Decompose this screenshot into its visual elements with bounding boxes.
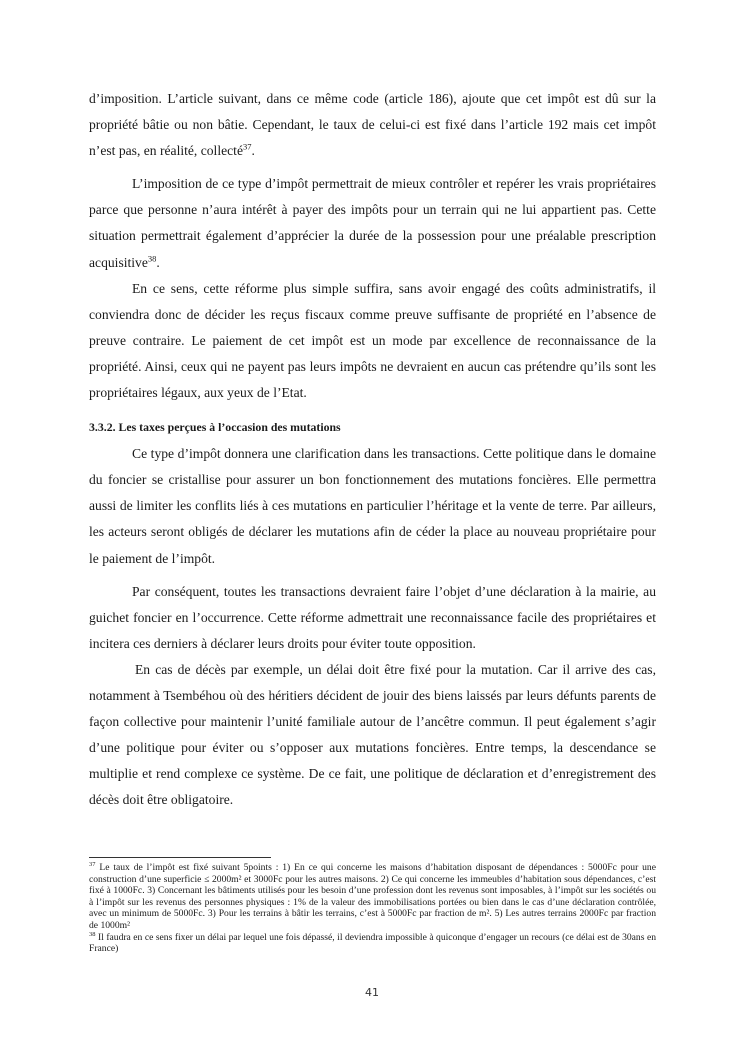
- paragraph-5: Par conséquent, toutes les transactions devraient faire l’objet d’une déclaration à la mairie, au guichet foncier en l’occurrence. Cette réforme admettrait une reconnaissance facile des propriétaires et incitera ces derniers à déclarer leurs droits pour éviter toute opposition.: [89, 583, 656, 651]
- page-body: [89, 86, 656, 813]
- footnote-ref-38[interactable]: 38: [147, 253, 157, 264]
- paragraph-6: En cas de décès par exemple, un délai doit être fixé pour la mutation. Car il arrive des cas, notamment à Tsembéhou où des héritiers décident de jouir des biens laissés par leurs défunts parents de façon collective pour maintenir l’unité familiale autour de l’ancêtre commun. Il peut également s’agir d’une politique pour éviter ou s’opposer aux mutations foncières. Entre temps, la descendance se multiplie et rend complexe ce système. De ce fait, une politique de déclaration et d’enregistrement des décès doit être obligatoire.: [89, 661, 656, 808]
- paragraph-1: d’imposition. L’article suivant, dans ce même code (article 186), ajoute que cet impôt est dû sur la propriété bâtie ou non bâtie. Cependant, le taux de celui-ci est fixé dans l’article 192 mais cet impôt n’est pas, en réalité, collecté$^{37}$.: [89, 91, 656, 159]
- footnote-38: $^{38}$ Il faudra en ce sens fixer un délai par lequel une fois dépassé, il deviendra impossible à quiconque d’engager un recours (ce délai est de 30ans en France): [89, 930, 656, 955]
- page-number: 41: [365, 986, 379, 999]
- footnote-ref-37[interactable]: 37: [243, 141, 252, 152]
- paragraph-2: L’imposition de ce type d’impôt permettrait de mieux contrôler et repérer les vrais propriétaires parce que personne n’aura intérêt à payer des impôts pour un terrain qui ne lui appartient pas. Cette situation permettrait également d’apprécier la durée de la possession pour une préalable prescription acquisitive$^{38}$.: [89, 176, 656, 270]
- footnote-separator: [89, 857, 271, 858]
- section-heading: 3.3.2. Les taxes perçues à l’occasion des mutations: [89, 420, 341, 435]
- footnotes: [89, 862, 656, 955]
- footnote-37: $^{37}$ Le taux de l’impôt est fixé suivant 5points : 1) En ce qui concerne les maisons d’habitation disposant de dépendances : 5000Fc pour une construction d’une superficie ≤ 2000m² et 3000Fc pour les autres maisons. 2) Ce qui concerne les immeubles d’habitation sous dépendances, c’est fixé à 1000Fc. 3) Concernant les bâtiments utilisés pour les besoin d’une profession dont les revenus sont imposables, à l’impôt sur les sociétés ou à l’impôt sur les revenus des personnes physiques : 1% de la valeur des immobilisations portées ou bien dans le cas d’une déclaration contrôlée, avec un minimum de 5000Fc. 3) Pour les terrains à bâtir les terrains, c’est à 5000Fc par fraction de m². 5) Les autres terrains 2000Fc par fraction de 1000m²: [89, 860, 656, 931]
- paragraph-4: Ce type d’impôt donnera une clarification dans les transactions. Cette politique dans le domaine du foncier se cristallise pour assurer un bon fonctionnement des mutations foncières. Elle permettra aussi de limiter les conflits liés à ces mutations en particulier l’héritage et la vente de terre. Par ailleurs, les acteurs seront obligés de déclarer les mutations afin de céder la place au nouveau propriétaire pour le paiement de l’impôt.: [89, 446, 656, 566]
- paragraph-3: En ce sens, cette réforme plus simple suffira, sans avoir engagé des coûts administratifs, il conviendra donc de décider les reçus fiscaux comme preuve suffisante de propriété en l’absence de preuve contraire. Le paiement de cet impôt est un mode par excellence de reconnaissance de la propriété. Ainsi, ceux qui ne payent pas leurs impôts ne devraient en aucun cas prétendre qu’ils sont les propriétaires légaux, aux yeux de l’Etat.: [89, 280, 656, 401]
